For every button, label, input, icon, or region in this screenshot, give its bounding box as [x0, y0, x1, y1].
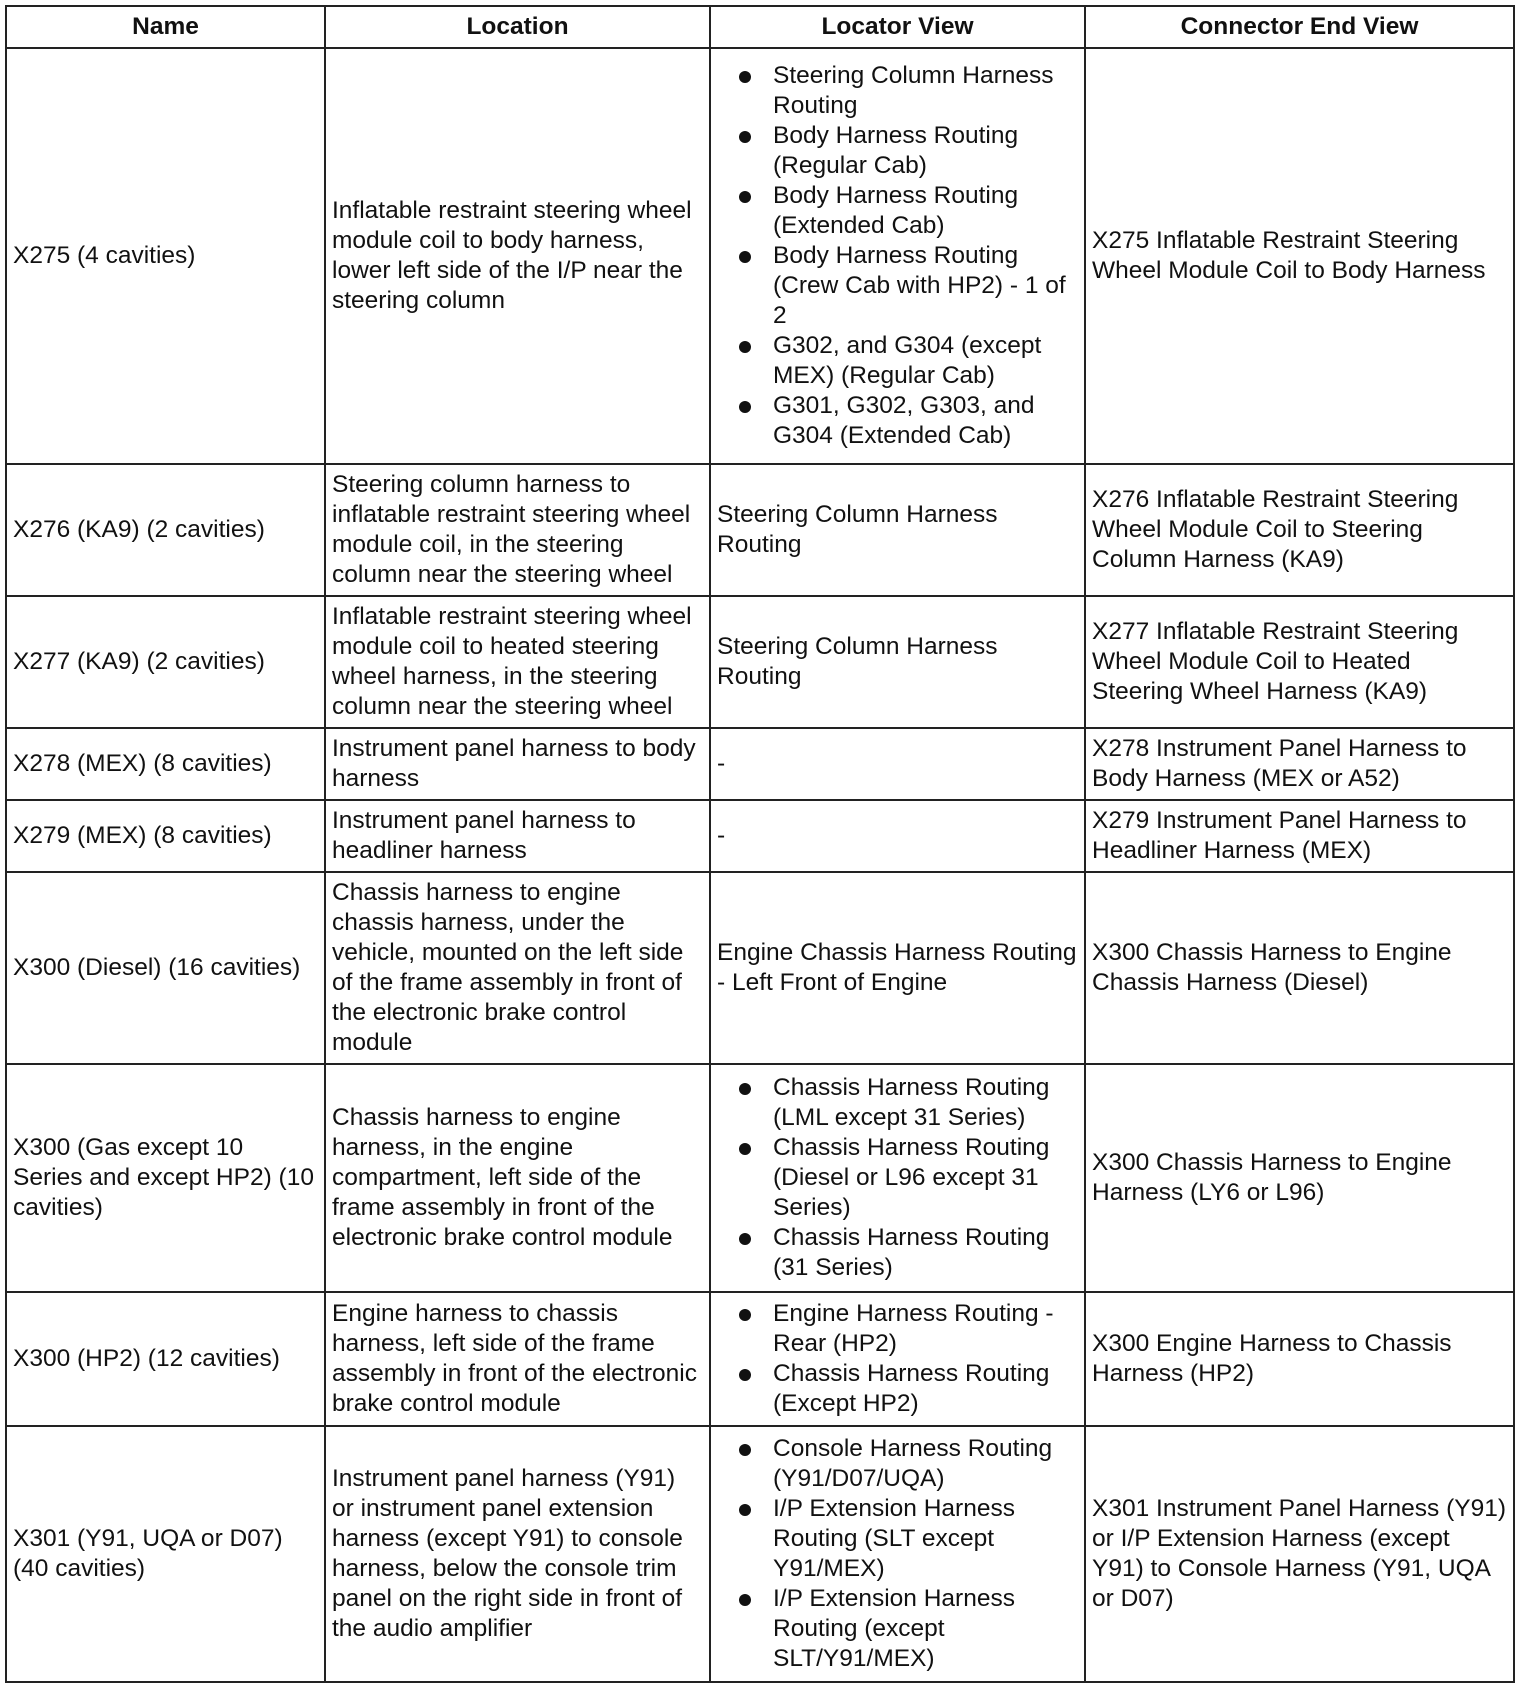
locator-view-item: [717, 1434, 1078, 1494]
cell-connector-end-view: X277 Inflatable Restraint Steering Wheel Module Coil to Heated Steering Wheel Harness (KA9): [1085, 596, 1514, 728]
cell-connector-end-view: X300 Chassis Harness to Engine Harness (LY6 or L96): [1085, 1064, 1514, 1292]
locator-view-item-text: Body Harness Routing (Extended Cab): [773, 182, 1019, 239]
locator-view-item-text: Chassis Harness Routing (Except HP2): [773, 1360, 1050, 1417]
cell-connector-end-view: X276 Inflatable Restraint Steering Wheel Module Coil to Steering Column Harness (KA9): [1085, 464, 1514, 596]
locator-view-item: [717, 1299, 1078, 1359]
locator-view-item: [717, 391, 1078, 451]
cell-location: Inflatable restraint steering wheel module coil to body harness, lower left side of the I/P near the steering column: [325, 48, 710, 464]
locator-view-list: [717, 61, 1078, 451]
bullet-icon: [739, 1233, 751, 1245]
locator-view-text: -: [717, 750, 726, 777]
cell-location: Inflatable restraint steering wheel module coil to heated steering wheel harness, in the steering column near the steering wheel: [325, 596, 710, 728]
header-connector-end-view: Connector End View: [1085, 6, 1514, 48]
cell-connector-end-view: X279 Instrument Panel Harness to Headliner Harness (MEX): [1085, 800, 1514, 872]
locator-view-item: [717, 61, 1078, 121]
cell-name: X301 (Y91, UQA or D07) (40 cavities): [6, 1426, 325, 1682]
table-row: [6, 596, 1514, 728]
locator-view-text: Engine Chassis Harness Routing - Left Front of Engine: [717, 939, 1077, 996]
locator-view-item-text: G302, and G304 (except MEX) (Regular Cab): [773, 332, 1042, 389]
cell-locator-view: [710, 1292, 1085, 1426]
bullet-icon: [739, 1504, 751, 1516]
cell-name: X300 (Gas except 10 Series and except HP2) (10 cavities): [6, 1064, 325, 1292]
table-row: [6, 872, 1514, 1064]
bullet-icon: [739, 131, 751, 143]
bullet-icon: [739, 71, 751, 83]
cell-name: X300 (Diesel) (16 cavities): [6, 872, 325, 1064]
cell-location: Instrument panel harness to headliner harness: [325, 800, 710, 872]
table-row: [6, 464, 1514, 596]
bullet-icon: [739, 1309, 751, 1321]
locator-view-item-text: Engine Harness Routing - Rear (HP2): [773, 1300, 1054, 1357]
header-locator-view: Locator View: [710, 6, 1085, 48]
bullet-icon: [739, 1444, 751, 1456]
cell-name: X275 (4 cavities): [6, 48, 325, 464]
bullet-icon: [739, 1083, 751, 1095]
cell-location: Chassis harness to engine chassis harness, under the vehicle, mounted on the left side of the frame assembly in front of the electronic brake control module: [325, 872, 710, 1064]
bullet-icon: [739, 1143, 751, 1155]
locator-view-item-text: Chassis Harness Routing (LML except 31 Series): [773, 1074, 1050, 1131]
bullet-icon: [739, 191, 751, 203]
locator-view-item: [717, 1359, 1078, 1419]
header-location: Location: [325, 6, 710, 48]
cell-locator-view: [710, 872, 1085, 1064]
locator-view-list: [717, 1434, 1078, 1674]
cell-location: Chassis harness to engine harness, in the engine compartment, left side of the frame assembly in front of the electronic brake control module: [325, 1064, 710, 1292]
cell-location: Engine harness to chassis harness, left side of the frame assembly in front of the electronic brake control module: [325, 1292, 710, 1426]
cell-locator-view: [710, 596, 1085, 728]
locator-view-item-text: Body Harness Routing (Crew Cab with HP2) - 1 of 2: [773, 242, 1066, 329]
locator-view-item: [717, 1584, 1078, 1674]
locator-view-text: Steering Column Harness Routing: [717, 633, 998, 690]
locator-view-item-text: Body Harness Routing (Regular Cab): [773, 122, 1019, 179]
cell-connector-end-view: X300 Chassis Harness to Engine Chassis Harness (Diesel): [1085, 872, 1514, 1064]
connector-table: [5, 5, 1515, 1683]
locator-view-text: Steering Column Harness Routing: [717, 501, 998, 558]
cell-location: Steering column harness to inflatable restraint steering wheel module coil, in the steering column near the steering wheel: [325, 464, 710, 596]
bullet-icon: [739, 1594, 751, 1606]
cell-locator-view: [710, 48, 1085, 464]
locator-view-item: [717, 1223, 1078, 1283]
cell-name: X279 (MEX) (8 cavities): [6, 800, 325, 872]
table-row: [6, 48, 1514, 464]
cell-name: X276 (KA9) (2 cavities): [6, 464, 325, 596]
locator-view-item-text: I/P Extension Harness Routing (SLT except Y91/MEX): [773, 1495, 1015, 1582]
table-row: [6, 1426, 1514, 1682]
locator-view-item: [717, 121, 1078, 181]
cell-connector-end-view: X301 Instrument Panel Harness (Y91) or I/P Extension Harness (except Y91) to Console Harness (Y91, UQA or D07): [1085, 1426, 1514, 1682]
cell-locator-view: [710, 1426, 1085, 1682]
bullet-icon: [739, 251, 751, 263]
cell-location: Instrument panel harness (Y91) or instrument panel extension harness (except Y91) to console harness, below the console trim panel on the right side in front of the audio amplifier: [325, 1426, 710, 1682]
locator-view-item: [717, 181, 1078, 241]
locator-view-item-text: Chassis Harness Routing (Diesel or L96 except 31 Series): [773, 1134, 1050, 1221]
locator-view-item-text: Chassis Harness Routing (31 Series): [773, 1224, 1050, 1281]
table-row: [6, 800, 1514, 872]
connector-table-container: [5, 5, 1513, 1683]
cell-locator-view: [710, 464, 1085, 596]
locator-view-item-text: I/P Extension Harness Routing (except SLT/Y91/MEX): [773, 1585, 1015, 1672]
cell-locator-view: [710, 1064, 1085, 1292]
bullet-icon: [739, 1369, 751, 1381]
cell-name: X277 (KA9) (2 cavities): [6, 596, 325, 728]
table-row: [6, 1292, 1514, 1426]
cell-location: Instrument panel harness to body harness: [325, 728, 710, 800]
locator-view-item-text: Steering Column Harness Routing: [773, 62, 1054, 119]
locator-view-list: [717, 1299, 1078, 1419]
cell-connector-end-view: X275 Inflatable Restraint Steering Wheel Module Coil to Body Harness: [1085, 48, 1514, 464]
locator-view-item: [717, 331, 1078, 391]
cell-locator-view: [710, 800, 1085, 872]
locator-view-item: [717, 241, 1078, 331]
cell-name: X278 (MEX) (8 cavities): [6, 728, 325, 800]
locator-view-text: -: [717, 822, 726, 849]
table-row: [6, 1064, 1514, 1292]
locator-view-list: [717, 1073, 1078, 1283]
header-name: Name: [6, 6, 325, 48]
table-row: [6, 728, 1514, 800]
locator-view-item: [717, 1494, 1078, 1584]
cell-connector-end-view: X300 Engine Harness to Chassis Harness (HP2): [1085, 1292, 1514, 1426]
locator-view-item: [717, 1133, 1078, 1223]
bullet-icon: [739, 341, 751, 353]
bullet-icon: [739, 401, 751, 413]
header-row: [6, 6, 1514, 48]
locator-view-item-text: G301, G302, G303, and G304 (Extended Cab): [773, 392, 1035, 449]
cell-connector-end-view: X278 Instrument Panel Harness to Body Harness (MEX or A52): [1085, 728, 1514, 800]
cell-name: X300 (HP2) (12 cavities): [6, 1292, 325, 1426]
locator-view-item-text: Console Harness Routing (Y91/D07/UQA): [773, 1435, 1053, 1492]
locator-view-item: [717, 1073, 1078, 1133]
cell-locator-view: [710, 728, 1085, 800]
